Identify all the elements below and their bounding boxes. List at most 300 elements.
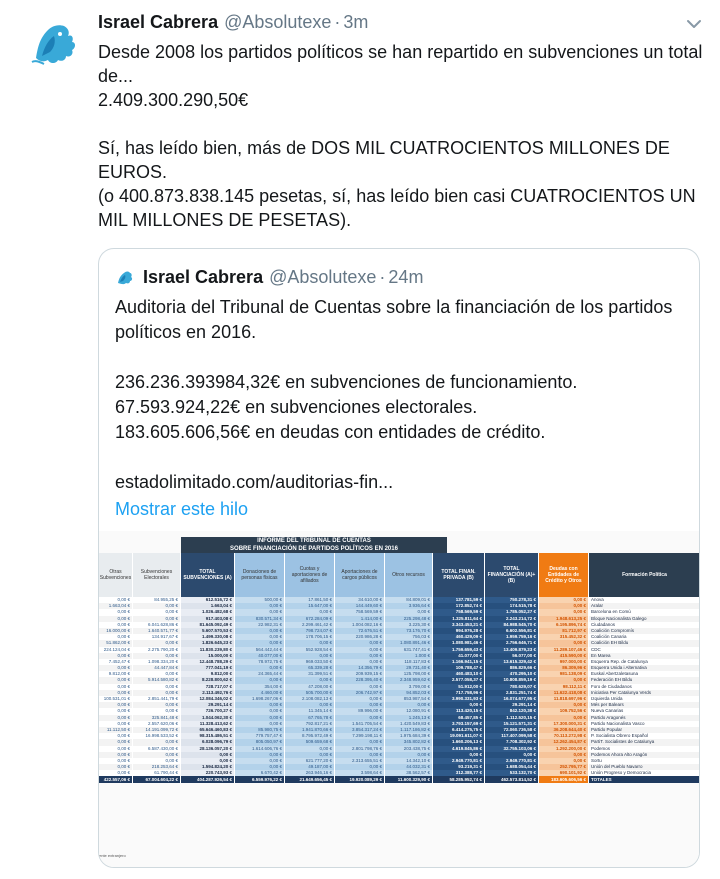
sheet-cell: 0,00 €: [99, 708, 133, 714]
sheet-cell: 1.698.267,06 €: [235, 696, 285, 702]
sheet-cell: 68.457,85 €: [433, 715, 485, 721]
sheet-cell: 17.861,50 €: [285, 597, 335, 603]
sheet-cell: PartiT. Socialistes de Catalunya: [589, 739, 700, 745]
sheet-cell: Iniciativa Per Catalunya Verds: [589, 690, 700, 696]
tweet-text-line: Sí, has leído bien, más de DOS MIL CUATROCIENTOS MILLONES DE EUROS.: [98, 138, 670, 182]
sheet-cell: 137.781,59 €: [433, 597, 485, 603]
sheet-cell: 0,00 €: [99, 721, 133, 727]
sheet-cell: 0,00 €: [133, 739, 181, 745]
sheet-cell: 3.936,64 €: [385, 603, 433, 609]
avatar[interactable]: [22, 12, 84, 74]
sheet-cell: 94.852,03 €: [385, 690, 433, 696]
sheet-cell: 2.243.214,72 €: [485, 616, 539, 622]
sheet-cell: 0,00 €: [385, 609, 433, 615]
sheet-cell: 842.120,38 €: [485, 708, 539, 714]
sheet-cell: 40.077,00 €: [235, 653, 285, 659]
sheet-cell: 1.098.334,20 €: [133, 659, 181, 665]
sheet-cell: 0,00 €: [335, 715, 385, 721]
sheet-cell: 9.812,00 €: [181, 671, 235, 677]
separator-dot: ·: [334, 12, 341, 32]
sheet-cell: 98.112,11 €: [539, 684, 589, 690]
tweet-text-line: (o 400.873.838.145 pesetas, sí, has leído bien casi CUATROCIENTOS UN MIL MILLONES DE PESETAS).: [98, 186, 696, 230]
sheet-cell: 0,00 €: [133, 758, 181, 764]
sheet-cell: 109.788,47 €: [433, 665, 485, 671]
sheet-cell: 0,00 €: [433, 702, 485, 708]
sheet-column-header: Subvenciones Electorales: [133, 553, 181, 597]
sheet-total-cell: 462.573.814,52 €: [485, 776, 539, 783]
sheet-cell: Partido Popular: [589, 727, 700, 733]
sheet-cell: 206.742,97 €: [335, 690, 385, 696]
sheet-cell: 51.912,00 €: [433, 684, 485, 690]
sheet-cell: 0,00 €: [235, 603, 285, 609]
sheet-cell: 0,00 €: [539, 597, 589, 603]
sheet-cell: 2.299.461,42 €: [285, 622, 335, 628]
sheet-cell: 125.798,00 €: [385, 671, 433, 677]
sheet-cell: 1.414,00 €: [335, 616, 385, 622]
sheet-cell: 4.619.845,86 €: [433, 746, 485, 752]
sheet-cell: 1.004.082,16 €: [335, 622, 385, 628]
sheet-cell: 777.041,19 €: [181, 665, 235, 671]
sheet-cell: 0,00 €: [99, 622, 133, 628]
sheet-cell: 16.998.533,52 €: [133, 733, 181, 739]
sheet-cell: 0,00 €: [99, 758, 133, 764]
sheet-cell: 0,00 €: [235, 721, 285, 727]
sheet-column-header: TOTAL SUBVENCIONES (A): [181, 553, 235, 597]
sheet-cell: Més per Balears: [589, 702, 700, 708]
quoted-text-line: 236.236.393984,32€ en subvenciones de funcionamiento.: [115, 372, 578, 392]
sheet-cell: 84.955,25 €: [133, 597, 181, 603]
sheet-cell: 505.700,00 €: [285, 690, 335, 696]
sheet-total-cell: 21.649.656,45 €: [285, 776, 335, 783]
sheet-total-cell: 6.559.976,22 €: [235, 776, 285, 783]
sheet-cell: 0,00 €: [235, 715, 285, 721]
sheet-cell: 0,00 €: [539, 752, 589, 758]
timestamp[interactable]: 3m: [343, 12, 369, 32]
sheet-cell: 853.987,54 €: [385, 696, 433, 702]
sheet-cell: 460.429,09 €: [433, 634, 485, 640]
tweet-menu-button[interactable]: [684, 14, 704, 34]
sheet-total-cell: 19.920.089,29 €: [335, 776, 385, 783]
show-thread-link[interactable]: Mostrar este hilo: [115, 499, 249, 519]
sheet-cell: 8.228.800,62 €: [181, 677, 235, 683]
sheet-cell: 0,00 €: [335, 653, 385, 659]
sheet-cell: 29.291,14 €: [485, 702, 539, 708]
sheet-cell: 1.112.520,15 €: [485, 715, 539, 721]
sheet-cell: 72.060.736,58 €: [485, 727, 539, 733]
sheet-cell: Partido Aragonés: [589, 715, 700, 721]
sheet-total-cell: TOTALES: [589, 776, 700, 783]
sheet-cell: 14.356,79 €: [335, 665, 385, 671]
quoted-text-line: Auditoria del Tribunal de Cuentas sobre la financiación de los partidos políticos en 2016.: [115, 297, 673, 342]
quoted-tweet[interactable]: [98, 248, 700, 868]
sheet-cell: 3.343.453,21 €: [433, 622, 485, 628]
sheet-cell: P. Socialista Obrero Español: [589, 733, 700, 739]
sheet-cell: 460.483,10 €: [433, 671, 485, 677]
sheet-cell: 81.712,97 €: [539, 628, 589, 634]
sheet-cell: 0,00 €: [285, 653, 335, 659]
sheet-cell: 1.941.870,66 €: [285, 727, 335, 733]
sheet-cell: 12.262.454,87 €: [539, 739, 589, 745]
sheet-cell: 0,00 €: [133, 609, 181, 615]
sheet-cell: 0,00 €: [539, 677, 589, 683]
sheet-cell: 2.949.770,81 €: [485, 758, 539, 764]
sheet-cell: 6.587.430,00 €: [133, 746, 181, 752]
sheet-cell: Euskal Abertzaletasuna: [589, 671, 700, 677]
sheet-cell: 85.980,75 €: [235, 727, 285, 733]
tweet-text: [98, 40, 704, 232]
chevron-down-icon: [684, 14, 704, 34]
sheet-cell: 11.830.239,80 €: [181, 647, 235, 653]
sheet-cell: 2.831.251,74 €: [485, 690, 539, 696]
sheet-cell: 65.339,28 €: [285, 665, 335, 671]
sheet-cell: 1.117.186,82 €: [385, 727, 433, 733]
quoted-author-name: Israel Cabrera: [143, 266, 264, 287]
sheet-cell: 0,00 €: [335, 684, 385, 690]
sheet-cell: 0,00 €: [335, 752, 385, 758]
sheet-cell: 0,00 €: [99, 677, 133, 683]
sheet-cell: 98.315.486,51 €: [181, 733, 235, 739]
sheet-cell: 15.000,00 €: [181, 653, 235, 659]
sheet-cell: 0,00 €: [385, 702, 433, 708]
tweet-header: [98, 12, 368, 36]
sheet-cell: 0,00 €: [181, 758, 235, 764]
sheet-cell: 11.345,14 €: [285, 708, 335, 714]
sheet-cell: 178.706,15 €: [285, 634, 335, 640]
sheet-column-header: Deudas con Entidades de Crédito y Otros: [539, 553, 589, 597]
sheet-cell: 1.080.981,46 €: [433, 640, 485, 646]
sheet-cell: 225.298,48 €: [385, 616, 433, 622]
sheet-cell: 10.808.859,19 €: [485, 677, 539, 683]
sheet-cell: 0,00 €: [539, 609, 589, 615]
sheet-cell: 89.996,00 €: [335, 708, 385, 714]
sheet-cell: 2.108.082,13 €: [285, 696, 335, 702]
sheet-cell: 2.801.798,76 €: [335, 746, 385, 752]
sheet-cell: 0,00 €: [99, 746, 133, 752]
sheet-cell: 134.917,67 €: [133, 634, 181, 640]
sheet-cell: 13.615.329,42 €: [485, 659, 539, 665]
sheet-cell: 2.756.646,71 €: [485, 640, 539, 646]
sheet-cell: 2.275.790,20 €: [133, 647, 181, 653]
separator-dot: ·: [379, 266, 386, 287]
sheet-cell: 56.077,00 €: [485, 653, 539, 659]
sheet-cell: 38.562,57 €: [385, 770, 433, 776]
sheet-cell: 997.000,00 €: [539, 659, 589, 665]
sheet-cell: 0,00 €: [133, 690, 181, 696]
sheet-cell: 70.113.272,98 €: [539, 733, 589, 739]
sheet-cell: 3.799,00 €: [385, 684, 433, 690]
sheet-cell: 84.809,01 €: [385, 597, 433, 603]
sheet-cell: 6.028.096,79 €: [181, 739, 235, 745]
sheet-cell: 0,00 €: [235, 752, 285, 758]
sheet-cell: 117.407.099,58 €: [485, 733, 539, 739]
sheet-cell: Ciudadanos: [589, 622, 700, 628]
sheet-cell: 67.765,78 €: [285, 715, 335, 721]
sheet-cell: 779.757,47 €: [235, 733, 285, 739]
sheet-cell: 28.136.057,20 €: [181, 746, 235, 752]
sheet-column-header: TOTAL FINAN. PRIVADA (B): [433, 553, 485, 597]
sheet-cell: 2.113.492,76 €: [181, 690, 235, 696]
sheet-cell: 73.176,70 €: [385, 628, 433, 634]
sheet-cell: Barcelona en Comú: [589, 609, 700, 615]
tweet-text-line: 2.409.300.290,50€: [98, 90, 249, 110]
sheet-cell: 84.988.545,70 €: [485, 622, 539, 628]
sheet-cell: 0,00 €: [285, 640, 335, 646]
sheet-cell: 805.050,97 €: [235, 739, 285, 745]
sheet-cell: 750.278,31 €: [485, 597, 539, 603]
sheet-cell: 0,00 €: [181, 752, 235, 758]
sheet-cell: 11.289.107,46 €: [539, 647, 589, 653]
sheet-cell: 1.948.613,25 €: [539, 616, 589, 622]
sheet-cell: 726.700,27 €: [181, 708, 235, 714]
sheet-cell: 14.342,10 €: [385, 758, 433, 764]
sheet-cell: 12.448.788,29 €: [181, 659, 235, 665]
sheet-cell: 0,00 €: [539, 603, 589, 609]
sheet-cell: 32.755.103,06 €: [485, 746, 539, 752]
sheet-cell: 174.515,78 €: [485, 603, 539, 609]
sheet-cell: 0,00 €: [99, 733, 133, 739]
sheet-cell: 8.795.972,49 €: [285, 733, 335, 739]
sheet-cell: Coalición EH Bildu: [589, 640, 700, 646]
sheet-cell: 61.790,44 €: [133, 770, 181, 776]
sheet-cell: 41.077,00 €: [433, 653, 485, 659]
sheet-cell: 0,00 €: [335, 739, 385, 745]
sheet-cell: 0,00 €: [485, 752, 539, 758]
sheet-cell: 1.688.054,44 €: [485, 764, 539, 770]
sheet-cell: 1.663,04 €: [99, 603, 133, 609]
sheet-cell: 0,00 €: [99, 739, 133, 745]
sheet-cell: 0,00 €: [133, 640, 181, 646]
sheet-cell: 0,00 €: [335, 647, 385, 653]
sheet-cell: 533.132,70 €: [485, 770, 539, 776]
quoted-tweet-header: [115, 265, 423, 289]
sheet-header-row: [99, 553, 700, 597]
lion-logo-icon: [22, 12, 84, 74]
sheet-cell: 0,00 €: [99, 616, 133, 622]
sheet-cell: 6.670,42 €: [235, 770, 285, 776]
sheet-cell: 15.647,00 €: [285, 603, 335, 609]
sheet-cell: 0,00 €: [133, 702, 181, 708]
sheet-cell: Federación EH Bildu: [589, 677, 700, 683]
sheet-cell: 1.245,13 €: [385, 715, 433, 721]
sheet-cell: 1.499.330,08 €: [181, 634, 235, 640]
sheet-cell: 756,03 €: [385, 634, 433, 640]
sheet-cell: 792.817,21 €: [285, 721, 335, 727]
sheet-cell: 47.208,00 €: [285, 684, 335, 690]
sheet-cell: Sortu: [589, 758, 700, 764]
sheet-cell: 0,00 €: [99, 764, 133, 770]
sheet-cell: 36.208.644,40 €: [539, 727, 589, 733]
sheet-total-cell: 422.557,06 €: [99, 776, 133, 783]
author-name[interactable]: Israel Cabrera: [98, 12, 219, 32]
sheet-total-cell: 404.287.926,54 €: [181, 776, 235, 783]
sheet-cell: 0,00 €: [99, 609, 133, 615]
sheet-cell: 0,00 €: [335, 702, 385, 708]
sheet-cell: 0,00 €: [235, 758, 285, 764]
sheet-cell: 690.101,92 €: [539, 770, 589, 776]
sheet-cell: 830.571,34 €: [235, 616, 285, 622]
sheet-cell: 5.607.570,53 €: [181, 628, 235, 634]
sheet-cell: 86.309,96 €: [539, 665, 589, 671]
sheet-cell: Esquerra Rep. de Catalunya: [589, 659, 700, 665]
sheet-cell: 612.516,72 €: [181, 597, 235, 603]
sheet-cell: 29.731,40 €: [385, 665, 433, 671]
sheet-cell: 2.949.770,81 €: [433, 758, 485, 764]
sheet-cell: 118.117,83 €: [385, 659, 433, 665]
sheet-cell: Coalición Canaria: [589, 634, 700, 640]
sheet-cell: 509.659,68 €: [285, 739, 335, 745]
sheet-cell: 0,00 €: [235, 665, 285, 671]
sheet-cell: 17.300.000,31 €: [539, 721, 589, 727]
quoted-timestamp: 24m: [388, 266, 424, 287]
sheet-cell: 24.365,44 €: [235, 671, 285, 677]
quoted-text-line: 183.605.606,56€ en deudas con entidades de crédito.: [115, 422, 546, 442]
sheet-cell: 798.724,07 €: [285, 628, 335, 634]
sheet-cell: 0,00 €: [99, 715, 133, 721]
sheet-cell: 7.452,47 €: [99, 659, 133, 665]
sheet-cell: 981.138,09 €: [539, 671, 589, 677]
sheet-cell: 0,00 €: [235, 708, 285, 714]
sheet-cell: 14.191.099,72 €: [133, 727, 181, 733]
sheet-cell: 0,00 €: [133, 603, 181, 609]
sheet-cell: 0,00 €: [133, 653, 181, 659]
sheet-cell: 315.452,32 €: [539, 634, 589, 640]
sheet-cell: 552.928,54 €: [285, 647, 335, 653]
sheet-cell: 1.541.705,54 €: [335, 721, 385, 727]
sheet-cell: 0,00 €: [235, 702, 285, 708]
sheet-cell: 0,00 €: [285, 677, 335, 683]
sheet-cell: 3.793.157,69 €: [433, 721, 485, 727]
sheet-cell: Izquierda Unida: [589, 696, 700, 702]
sheet-cell: 2.577.058,37 €: [433, 677, 485, 683]
quoted-link[interactable]: estadolimitado.com/auditorias-fin...: [115, 472, 394, 492]
sheet-cell: 0,00 €: [335, 659, 385, 665]
sheet-cell: 65.646.460,83 €: [181, 727, 235, 733]
sheet-cell: 0,00 €: [99, 684, 133, 690]
sheet-cell: 1.080.891,46 €: [385, 640, 433, 646]
sheet-cell: 0,00 €: [285, 702, 335, 708]
sheet-cell: 6.195.896,74 €: [539, 622, 589, 628]
sheet-cell: 220.986,28 €: [335, 634, 385, 640]
sheet-cell: 100.531,01 €: [99, 696, 133, 702]
sheet-total-cell: 67.004.604,22 €: [133, 776, 181, 783]
sheet-cell: 0,00 €: [235, 609, 285, 615]
sheet-cell: 16.074.677,95 €: [485, 696, 539, 702]
sheet-cell: 19.091.611,07 €: [433, 733, 485, 739]
sheet-cell: 220.743,93 €: [181, 770, 235, 776]
sheet-cell: 12.084.346,02 €: [181, 696, 235, 702]
sheet-cell: 263.946,16 €: [285, 770, 335, 776]
sheet-cell: Foro de Ciudadanos: [589, 684, 700, 690]
sheet-cell: 3.598,64 €: [335, 770, 385, 776]
sheet-cell: 3.990.331,93 €: [433, 696, 485, 702]
sheet-cell: 1.785.052,27 €: [485, 609, 539, 615]
sheet-cell: 224.124,04 €: [99, 647, 133, 653]
sheet-cell: 209.939,15 €: [335, 671, 385, 677]
sheet-cell: Esquerra Unida i Alternativa: [589, 665, 700, 671]
sheet-total-cell: 183.605.606,56 €: [539, 776, 589, 783]
sheet-cell: CDC: [589, 647, 700, 653]
quoted-tweet-text: [115, 295, 685, 495]
sheet-column-header: Cuotas y aportaciones de afiliados: [285, 553, 335, 597]
sheet-cell: 218.253,64 €: [133, 764, 181, 770]
sheet-cell: Bloque Nacionalista Galego: [589, 616, 700, 622]
sheet-cell: 917.403,08 €: [181, 616, 235, 622]
sheet-cell: 11.622.418,08 €: [539, 690, 589, 696]
sheet-cell: 2.313.655,51 €: [335, 758, 385, 764]
sheet-cell: 500,00 €: [235, 597, 285, 603]
sheet-cell: 0,00 €: [335, 764, 385, 770]
sheet-cell: 672.284,09 €: [285, 616, 335, 622]
sheet-cell: 6.041.628,86 €: [133, 622, 181, 628]
sheet-cell: 0,00 €: [99, 597, 133, 603]
sheet-rows: [99, 597, 700, 783]
sheet-cell: 29.291,14 €: [181, 702, 235, 708]
spreadsheet: [99, 537, 700, 857]
sheet-cell: 1.292.200,00 €: [539, 746, 589, 752]
sheet-cell: 1.325.811,64 €: [433, 616, 485, 622]
sheet-cell: 16.000,00 €: [99, 628, 133, 634]
sheet-cell: 312.388,77 €: [433, 770, 485, 776]
sheet-total-cell: 11.600.329,90 €: [385, 776, 433, 783]
sheet-cell: 1.044.062,30 €: [181, 715, 235, 721]
sheet-cell: 11.328.413,62 €: [181, 721, 235, 727]
sheet-cell: 0,00 €: [235, 634, 285, 640]
sheet-cell: 144.449,60 €: [335, 603, 385, 609]
author-handle[interactable]: @Absolutexe: [224, 12, 332, 32]
sheet-cell: 1.660.206,13 €: [433, 739, 485, 745]
sheet-cell: Unión Progreso y Democracia: [589, 770, 700, 776]
sheet-cell: 0,00 €: [539, 702, 589, 708]
sheet-cell: 31.399,51 €: [285, 671, 335, 677]
sheet-cell: 1.420.549,83 €: [385, 721, 433, 727]
sheet-cell: 252.795,77 €: [539, 764, 589, 770]
sheet-cell: 621.777,20 €: [285, 758, 335, 764]
sheet-cell: 717.758,96 €: [433, 690, 485, 696]
sheet-cell: 0,00 €: [133, 752, 181, 758]
sheet-title-line: SOBRE FINANCIACIÓN DE PARTIDOS POLÍTICOS EN 2016: [230, 546, 398, 552]
sheet-column-header: Aportaciones de cargos públicos: [335, 553, 385, 597]
sheet-cell: 5.914.580,82 €: [133, 677, 181, 683]
sheet-cell: 0,00 €: [235, 628, 285, 634]
sheet-total-cell: 58.285.952,74 €: [433, 776, 485, 783]
sheet-cell: 0,00 €: [235, 764, 285, 770]
sheet-cell: 4.460,00 €: [235, 690, 285, 696]
sheet-cell: 0,00 €: [539, 715, 589, 721]
sheet-cell: 11.818.697,96 €: [539, 696, 589, 702]
sheet-cell: 886.829,66 €: [485, 665, 539, 671]
sheet-cell: 0,00 €: [235, 640, 285, 646]
sheet-cell: 354,00 €: [235, 684, 285, 690]
sheet-cell: 780.629,07 €: [485, 684, 539, 690]
sheet-cell: Podemos Ahora Alto Aragón: [589, 752, 700, 758]
sheet-cell: 0,00 €: [539, 640, 589, 646]
sheet-footnote: ente extranjero: [99, 853, 126, 858]
sheet-cell: 34.610,00 €: [335, 597, 385, 603]
sheet-cell: 72.676,51 €: [335, 628, 385, 634]
sheet-cell: Partido Nacionalista Vasco: [589, 721, 700, 727]
sheet-cell: 0,00 €: [99, 653, 133, 659]
sheet-cell: Anova: [589, 597, 700, 603]
sheet-cell: 415.590,00 €: [539, 653, 589, 659]
sheet-column-header: Donaciones de personas físicas: [235, 553, 285, 597]
sheet-column-header: Otros recursos: [385, 553, 433, 597]
sheet-cell: 51.862,00 €: [99, 640, 133, 646]
sheet-title-line: INFORME DEL TRIBUNAL DE CUENTAS: [257, 538, 371, 544]
sheet-cell: 0,00 €: [99, 702, 133, 708]
sheet-cell: 109.752,56 €: [539, 708, 589, 714]
sheet-cell: 1.975.684,39 €: [385, 733, 433, 739]
spreadsheet-image[interactable]: [99, 531, 700, 868]
